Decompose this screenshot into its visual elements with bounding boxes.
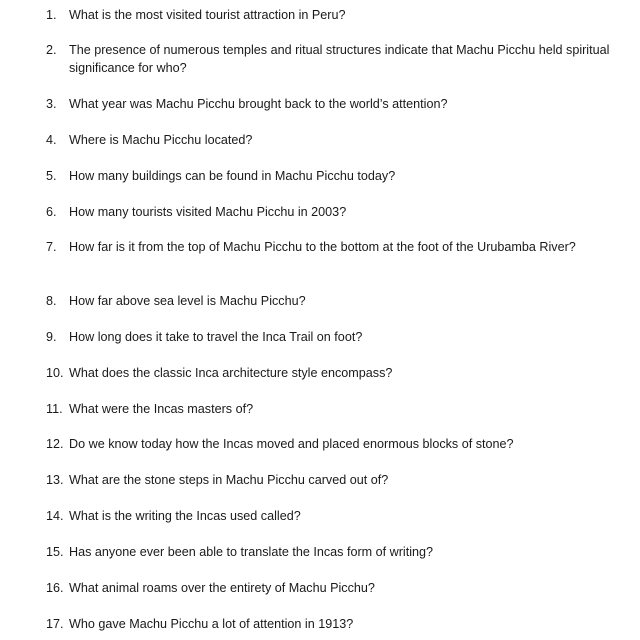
question-number: 12. — [46, 437, 64, 451]
question-text: What is the most visited tourist attraction in Peru? — [69, 8, 346, 22]
question-text: How many buildings can be found in Machu Picchu today? — [69, 169, 396, 183]
question-number: 10. — [46, 366, 64, 380]
question-number: 6. — [46, 205, 57, 219]
question-number: 5. — [46, 169, 57, 183]
question-number: 8. — [46, 294, 57, 308]
question-text: How far is it from the top of Machu Picchu to the bottom at the foot of the Urubamba River? — [69, 240, 576, 254]
question-number: 16. — [46, 581, 64, 595]
question-number: 3. — [46, 97, 57, 111]
question-number: 13. — [46, 473, 64, 487]
question-number: 14. — [46, 509, 64, 523]
question-text: Has anyone ever been able to translate the Incas form of writing? — [69, 545, 434, 559]
question-text: What are the stone steps in Machu Picchu carved out of? — [69, 473, 389, 487]
question-text: Who gave Machu Picchu a lot of attention in 1913? — [69, 617, 354, 631]
question-text: What were the Incas masters of? — [69, 402, 254, 416]
question-text: What does the classic Inca architecture style encompass? — [69, 366, 393, 380]
question-number: 11. — [46, 402, 63, 416]
question-number: 2. — [46, 43, 57, 57]
question-text: Do we know today how the Incas moved and placed enormous blocks of stone? — [69, 437, 514, 451]
question-number: 17. — [46, 617, 64, 631]
question-text: What is the writing the Incas used called? — [69, 509, 301, 523]
question-number: 9. — [46, 330, 57, 344]
question-text: Where is Machu Picchu located? — [69, 133, 253, 147]
question-text: What year was Machu Picchu brought back to the world’s attention? — [69, 97, 448, 111]
question-number: 7. — [46, 240, 57, 254]
question-number: 15. — [46, 545, 64, 559]
question-number: 4. — [46, 133, 57, 147]
question-text: How long does it take to travel the Inca Trail on foot? — [69, 330, 363, 344]
question-text: The presence of numerous temples and ritual structures indicate that Machu Picchu held spiritual significance for who? — [69, 43, 610, 75]
question-text: How many tourists visited Machu Picchu in 2003? — [69, 205, 347, 219]
question-number: 1. — [46, 8, 57, 22]
question-text: How far above sea level is Machu Picchu? — [69, 294, 306, 308]
question-text: What animal roams over the entirety of Machu Picchu? — [69, 581, 375, 595]
